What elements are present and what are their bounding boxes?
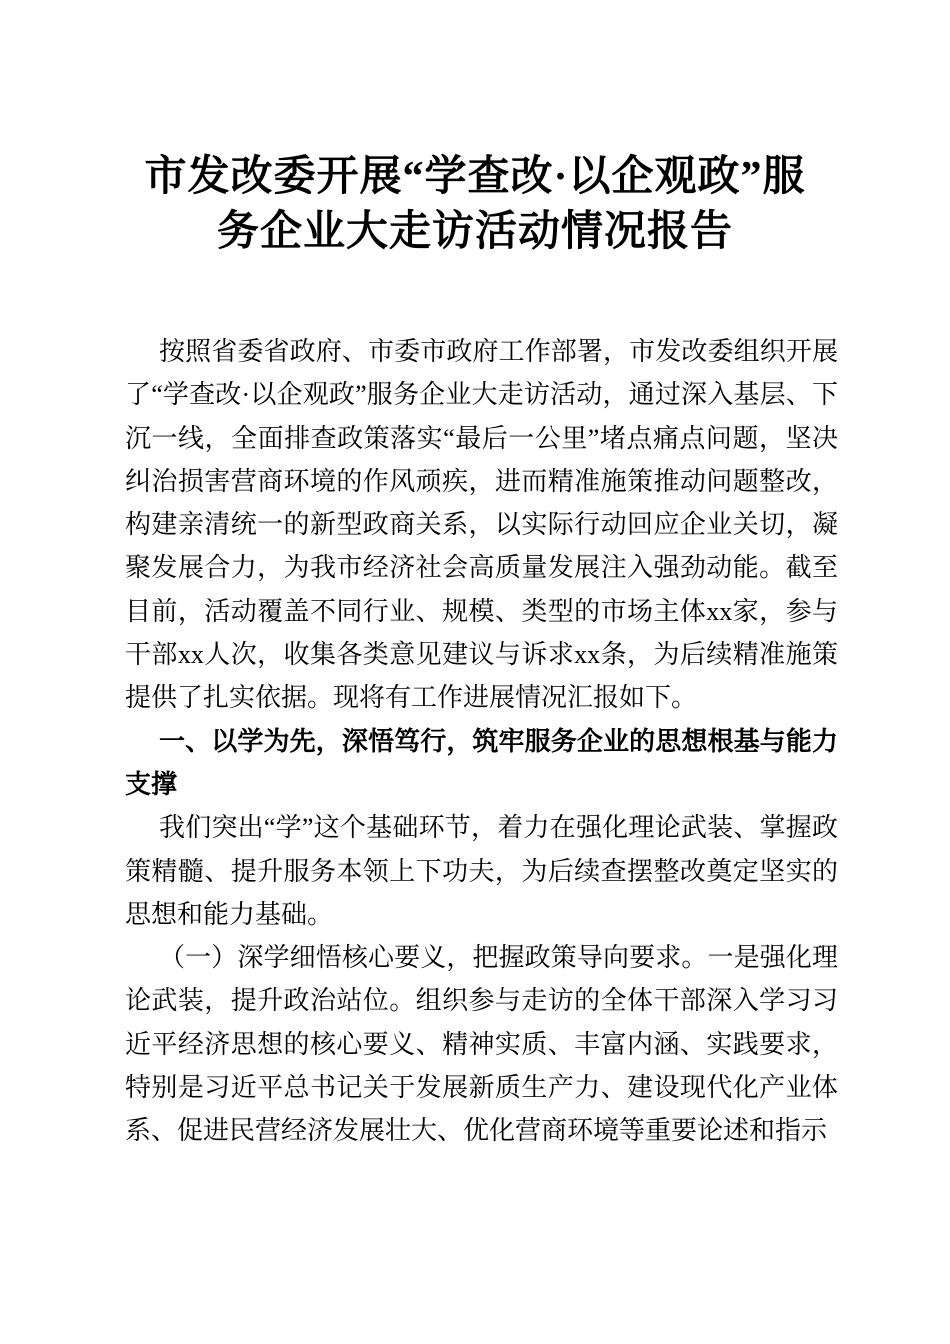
document-title-line: 市发改委开展“学查改·以企观政”服 — [144, 154, 806, 200]
document-title-line: 务企业大走访活动情况报告 — [216, 209, 733, 255]
document-body — [125, 330, 838, 1153]
document-title — [0, 150, 950, 260]
body-paragraph: （一）深学细悟核心要义，把握政策导向要求。一是强化理论武装，提升政治站位。组织参与走访的全体干部深入学习习近平经济思想的核心要义、精神实质、丰富内涵、实践要求，特别是习近平总书记关于发展新质生产力、建设现代化产业体系、促进民营经济发展壮大、优化营商环境等重要论述和指示 — [125, 943, 838, 1146]
body-paragraph: 我们突出“学”这个基础环节，着力在强化理论武装、掌握政策精髓、提升服务本领上下功夫，为后续查摆整改奠定坚实的思想和能力基础。 — [125, 813, 838, 929]
section-heading: 一、以学为先，深悟笃行，筑牢服务企业的思想根基与能力支撑 — [125, 725, 838, 799]
body-paragraph: 按照省委省政府、市委市政府工作部署，市发改委组织开展了“学查改·以企观政”服务企业大走访活动，通过深入基层、下沉一线，全面排查政策落实“最后一公里”堵点痛点问题，坚决纠治损害营商环境的作风顽疾，进而精准施策推动问题整改，构建亲清统一的新型政商关系，以实际行动回应企业关切，凝聚发展合力，为我市经济社会高质量发展注入强劲动能。截至目前，活动覆盖不同行业、规模、类型的市场主体xx家，参与干部xx人次，收集各类意见建议与诉求xx条，为后续精准施策提供了扎实依据。现将有工作进展情况汇报如下。 — [125, 337, 838, 713]
